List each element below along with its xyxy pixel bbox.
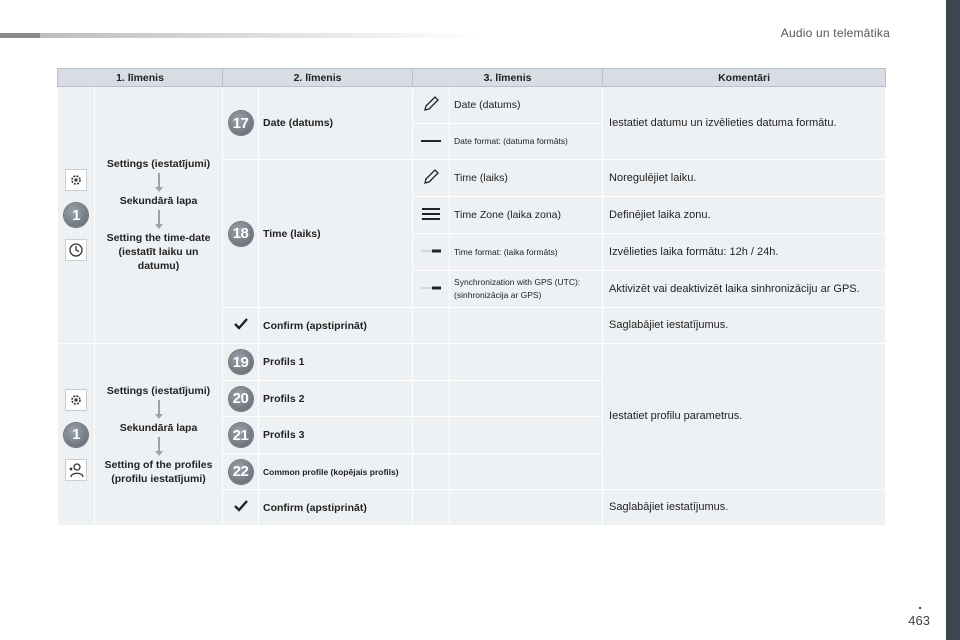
header-bar-dark — [0, 33, 40, 38]
level1-icons — [58, 87, 95, 344]
line-icon — [420, 136, 442, 148]
step-badge: 19 — [229, 350, 253, 374]
header-level1: 1. līmenis — [58, 69, 223, 87]
header-bar-fade — [40, 33, 480, 38]
gear-icon — [65, 169, 87, 191]
header-level2: 2. līmenis — [223, 69, 413, 87]
level1-menu-path — [95, 344, 223, 526]
level3-label: Time (laiks) — [450, 160, 603, 197]
toggle-icon — [420, 246, 442, 258]
table-row — [58, 344, 886, 381]
step-badge: 21 — [229, 423, 253, 447]
comment-cell: Saglabājiet iestatījumus. — [603, 308, 886, 344]
level2-label: Profils 3 — [259, 417, 413, 454]
page-dot: . — [918, 596, 922, 612]
comment-cell: Definējiet laika zonu. — [603, 197, 886, 234]
header-comments: Komentāri — [603, 69, 886, 87]
menu-path-step: Setting of the profiles (profilu iestatījumi) — [104, 458, 213, 485]
pencil-icon — [422, 177, 440, 189]
clock-icon — [65, 239, 87, 261]
level1-icons — [58, 344, 95, 526]
profile-icon — [65, 459, 87, 481]
comment-cell: Iestatiet datumu un izvēlieties datuma formātu. — [603, 87, 886, 160]
step-badge: 18 — [229, 222, 253, 246]
step-badge: 1 — [64, 423, 88, 447]
step-badge: 22 — [229, 460, 253, 484]
comment-cell: Aktivizēt vai deaktivizēt laika sinhronizāciju ar GPS. — [603, 271, 886, 308]
page-edge-strip — [946, 0, 960, 640]
confirm-label: Confirm (apstiprināt) — [259, 308, 413, 344]
step-badge: 17 — [229, 111, 253, 135]
confirm-label: Confirm (apstiprināt) — [259, 490, 413, 526]
level3-label: Date format: (datuma formāts) — [450, 124, 603, 160]
gear-icon — [65, 389, 87, 411]
comment-cell: Iestatiet profilu parametrus. — [603, 344, 886, 490]
table-row — [58, 87, 886, 124]
header-level3: 3. līmenis — [413, 69, 603, 87]
arrow-down-icon — [99, 400, 218, 419]
comment-cell: Noregulējiet laiku. — [603, 160, 886, 197]
step-badge: 1 — [64, 203, 88, 227]
level2-label: Profils 2 — [259, 381, 413, 417]
level1-menu-path — [95, 87, 223, 344]
level2-label: Common profile (kopējais profils) — [259, 454, 413, 490]
settings-table — [57, 68, 886, 526]
arrow-down-icon — [99, 437, 218, 456]
level2-label: Time (laiks) — [259, 160, 413, 308]
pencil-icon — [422, 104, 440, 116]
check-icon — [234, 321, 248, 333]
comment-cell: Izvēlieties laika formātu: 12h / 24h. — [603, 234, 886, 271]
arrow-down-icon — [99, 173, 218, 192]
level2-label: Profils 1 — [259, 344, 413, 381]
menu-path-step: Settings (iestatījumi) — [106, 158, 211, 170]
menu-path-step: Sekundārā lapa — [119, 195, 198, 207]
check-icon — [234, 503, 248, 515]
menu-path-step: Sekundārā lapa — [119, 421, 198, 434]
menu-path-step: Settings (iestatījumi) — [106, 384, 211, 397]
level3-label: Date (datums) — [450, 87, 603, 124]
comment-cell: Saglabājiet iestatījumus. — [603, 490, 886, 526]
level3-label: Synchronization with GPS (UTC): (sinhronizācija ar GPS) — [450, 271, 603, 308]
arrow-down-icon — [99, 210, 218, 229]
section-title: Audio un telemātika — [780, 26, 890, 40]
step-badge: 20 — [229, 387, 253, 411]
table-header-row — [58, 69, 886, 87]
level2-label: Date (datums) — [259, 87, 413, 160]
menu-path-step: Setting the time-date (iestatīt laiku un datumu) — [106, 232, 211, 272]
toggle-icon — [420, 283, 442, 295]
list-icon — [421, 213, 441, 225]
page-number: 463 — [908, 613, 930, 628]
level3-label: Time format: (laika formāts) — [450, 234, 603, 271]
level3-label: Time Zone (laika zona) — [450, 197, 603, 234]
